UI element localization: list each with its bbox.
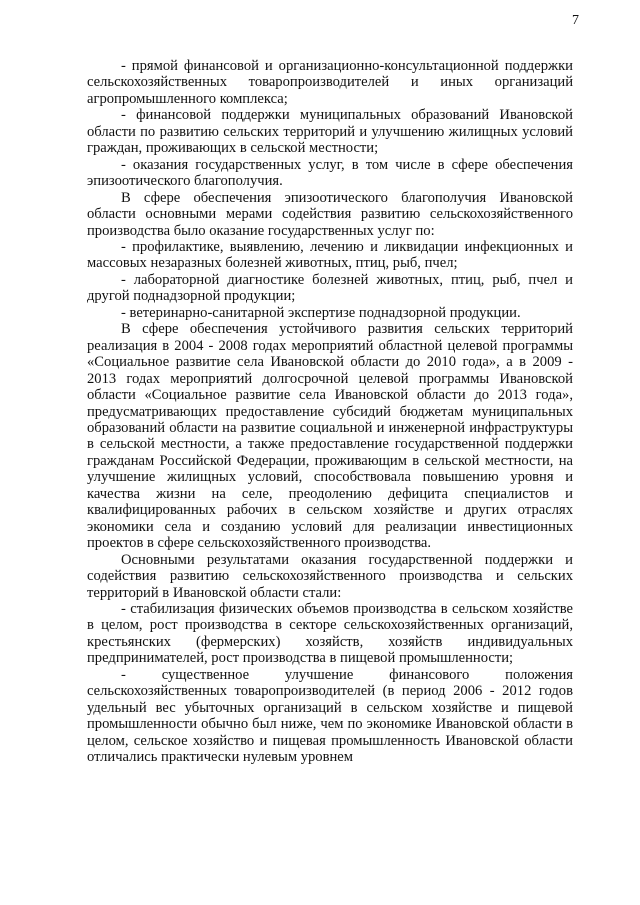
page-number: 7 xyxy=(572,13,579,28)
paragraph-main-results: Основными результатами оказания государственной поддержки и содействия развитию сельскохозяйственного производства и сельских территорий в Ивановской области стали: xyxy=(87,551,573,601)
list-item-lab-diagnostics: - лабораторной диагностике болезней животных, птиц, рыб, пчел и другой поднадзорной продукции; xyxy=(87,271,573,305)
list-item-financial-improvement: - существенное улучшение финансового положения сельскохозяйственных товаропроизводителей (в период 2006 - 2012 годов удельный вес убыточных организаций в сельском хозяйстве и пищевой промышленности обычно был ниже, чем по экономике Ивановской области в целом, сельское хозяйство и пищевая промышленность Ивановской области отличались практически нулевым уровнем xyxy=(87,666,573,766)
paragraph-epizootic-measures: В сфере обеспечения эпизоотического благополучия Ивановской области основными мерами содействия развитию сельскохозяйственного производства было оказание государственных услуг по: xyxy=(87,189,573,239)
list-item-vet-expertise: - ветеринарно-санитарной экспертизе поднадзорной продукции. xyxy=(121,304,521,321)
list-item-municipal-support: - финансовой поддержки муниципальных образований Ивановской области по развитию сельских территорий и улучшению жилищных условий граждан, проживающих в сельской местности; xyxy=(87,107,573,157)
list-item-stabilization: - стабилизация физических объемов производства в сельском хозяйстве в целом, рост производства в секторе сельскохозяйственных организаций, крестьянских (фермерских) хозяйств, хозяйств индивидуальных предпринимателей, рост производства в пищевой промышленности; xyxy=(87,600,573,667)
list-item-state-services: - оказания государственных услуг, в том числе в сфере обеспечения эпизоотического благополучия. xyxy=(87,156,573,190)
list-item-prevention: - профилактике, выявлению, лечению и ликвидации инфекционных и массовых незаразных болезней животных, птиц, рыб, пчел; xyxy=(87,238,573,272)
list-item-direct-support: - прямой финансовой и организационно-консультационной поддержки сельскохозяйственных товаропроизводителей и иных организаций агропромышленного комплекса; xyxy=(87,58,573,107)
paragraph-rural-development: В сфере обеспечения устойчивого развития сельских территорий реализация в 2004 - 2008 годах мероприятий областной целевой программы «Социальное развитие села Ивановской области до 2010 года», а в 2009 - 2013 годах мероприятий долгосрочной целевой программы Ивановской области «Социальное развитие села Ивановской области до 2013 года», предусматривающих предоставление субсидий бюджетам муниципальных образований области на развитие социальной и инженерной инфраструктуры в сельской местности, а также предоставление государственной поддержки гражданам Российской Федерации, проживающим в сельской местности, на улучшение жилищных условий, способствовала повышению уровня и качества жизни на селе, преодолению дефицита специалистов и квалифицированных рабочих в сельском хозяйстве и других отраслях экономики села и созданию условий для реализации инвестиционных проектов в сфере сельскохозяйственного производства. xyxy=(87,321,573,552)
body-text xyxy=(87,58,573,765)
